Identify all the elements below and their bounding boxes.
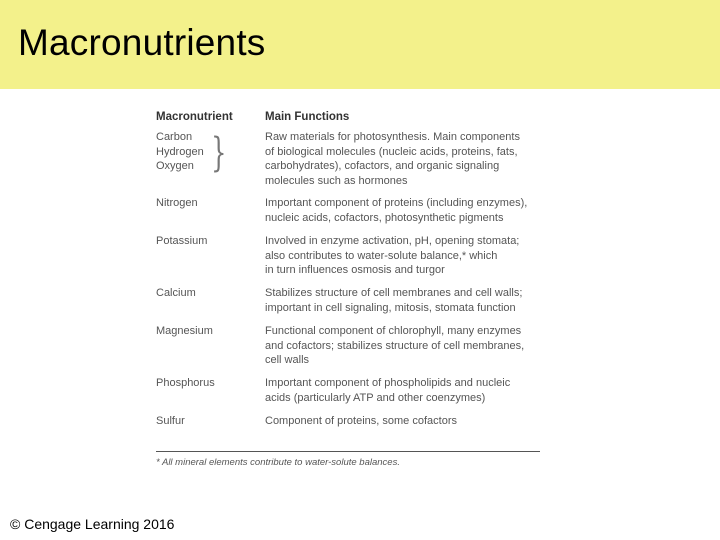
nutrient-name: Oxygen <box>156 160 194 173</box>
slide-title: Macronutrients <box>18 22 266 63</box>
column-header-macronutrient: Macronutrient <box>156 111 233 123</box>
nutrient-name: Hydrogen <box>156 145 204 158</box>
table-bottom-rule <box>156 451 540 452</box>
nutrient-name: Magnesium <box>156 325 213 337</box>
nutrient-name: Carbon <box>156 131 193 143</box>
function-line: acids (particularly ATP and other coenzymes) <box>265 391 486 404</box>
function-line: nucleic acids, cofactors, photosynthetic pigments <box>265 211 504 224</box>
title-bar <box>0 0 720 89</box>
nutrient-name: Potassium <box>156 235 208 247</box>
copyright-notice: © Cengage Learning 2016 <box>10 516 175 532</box>
function-line: Stabilizes structure of cell membranes and cell walls; <box>265 287 523 299</box>
function-line: cell walls <box>265 354 310 367</box>
function-line: Involved in enzyme activation, pH, opening stomata; <box>265 235 520 247</box>
nutrient-name: Sulfur <box>156 415 185 427</box>
function-line: Important component of proteins (including enzymes), <box>265 197 528 209</box>
function-line: important in cell signaling, mitosis, stomata function <box>265 301 516 314</box>
function-line: Important component of phospholipids and nucleic <box>265 377 511 389</box>
function-line: Component of proteins, some cofactors <box>265 415 457 427</box>
function-line: also contributes to water-solute balance,* which <box>265 249 498 262</box>
function-line: of biological molecules (nucleic acids, proteins, fats, <box>265 145 518 158</box>
function-line: Raw materials for photosynthesis. Main components <box>265 131 520 143</box>
grouping-brace-icon: } <box>211 130 227 176</box>
column-header-main-functions: Main Functions <box>265 111 350 123</box>
table-footnote: * All mineral elements contribute to water-solute balances. <box>156 457 400 468</box>
function-line: Functional component of chlorophyll, many enzymes <box>265 325 522 337</box>
nutrient-name: Nitrogen <box>156 197 198 209</box>
nutrient-name: Calcium <box>156 287 196 299</box>
function-line: in turn influences osmosis and turgor <box>265 264 445 277</box>
function-line: and cofactors; stabilizes structure of cell membranes, <box>265 339 525 352</box>
function-line: molecules such as hormones <box>265 174 408 187</box>
nutrient-name: Phosphorus <box>156 377 215 389</box>
function-line: carbohydrates), cofactors, and organic signaling <box>265 160 500 173</box>
